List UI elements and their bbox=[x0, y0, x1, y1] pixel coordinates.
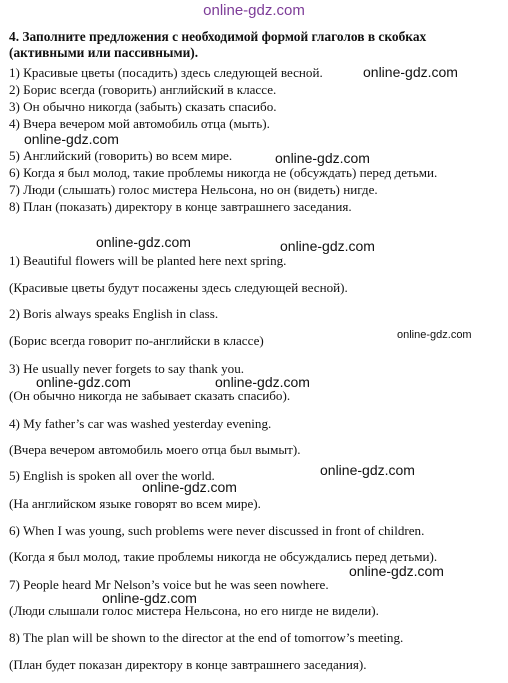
task-item: 8) План (показать) директору в конце завтрашнего заседания. bbox=[9, 199, 352, 214]
task-item: 4) Вчера вечером мой автомобиль отца (мыть). bbox=[9, 116, 270, 131]
site-logo: online-gdz.com bbox=[203, 2, 305, 19]
watermark: online-gdz.com bbox=[96, 234, 191, 250]
exercise-title-line-2: (активными или пассивными). bbox=[9, 45, 199, 60]
answer-english: 2) Boris always speaks English in class. bbox=[9, 306, 219, 321]
site-header bbox=[0, 0, 508, 22]
answer-english: 1) Beautiful flowers will be planted here next spring. bbox=[9, 253, 287, 268]
watermark: online-gdz.com bbox=[363, 64, 458, 80]
watermark: online-gdz.com bbox=[275, 150, 370, 166]
task-item: 1) Красивые цветы (посадить) здесь следующей весной. bbox=[9, 65, 323, 80]
answer-english: 7) People heard Mr Nelson’s voice but he was seen nowhere. bbox=[9, 577, 329, 592]
answer-russian: (Борис всегда говорит по-английски в классе) bbox=[9, 333, 264, 348]
task-item: 5) Английский (говорить) во всем мире. bbox=[9, 148, 233, 163]
watermark: online-gdz.com bbox=[349, 563, 444, 579]
answer-english: 4) My father’s car was washed yesterday evening. bbox=[9, 416, 272, 431]
answer-english: 3) He usually never forgets to say thank you. bbox=[9, 361, 245, 376]
watermark: online-gdz.com bbox=[36, 374, 131, 390]
watermark: online-gdz.com bbox=[142, 479, 237, 495]
watermark: online-gdz.com bbox=[280, 238, 375, 254]
watermark: online-gdz.com bbox=[320, 462, 415, 478]
answer-english: 6) When I was young, such problems were never discussed in front of children. bbox=[9, 523, 425, 538]
answer-russian: (Красивые цветы будут посажены здесь следующей весной). bbox=[9, 280, 348, 295]
answer-russian: (Когда я был молод, такие проблемы никогда не обсуждались перед детьми). bbox=[9, 549, 438, 564]
watermark: online-gdz.com bbox=[102, 590, 197, 606]
answer-russian: (Вчера вечером автомобиль моего отца был вымыт). bbox=[9, 442, 301, 457]
watermark: online-gdz.com bbox=[397, 329, 472, 341]
task-item: 7) Люди (слышать) голос мистера Нельсона, но он (видеть) нигде. bbox=[9, 182, 378, 197]
answer-russian: (Он обычно никогда не забывает сказать спасибо). bbox=[9, 388, 291, 403]
task-item: 3) Он обычно никогда (забыть) сказать спасибо. bbox=[9, 99, 277, 114]
task-item: 6) Когда я был молод, такие проблемы никогда не (обсуждать) перед детьми. bbox=[9, 165, 438, 180]
task-item: 2) Борис всегда (говорить) английский в классе. bbox=[9, 82, 277, 97]
answer-russian: (План будет показан директору в конце завтрашнего заседания). bbox=[9, 657, 367, 672]
answer-english: 8) The plan will be shown to the director at the end of tomorrow’s meeting. bbox=[9, 630, 404, 645]
watermark: online-gdz.com bbox=[24, 131, 119, 147]
answer-english: 5) English is spoken all over the world. bbox=[9, 468, 215, 483]
exercise-title-line-1: 4. Заполните предложения с необходимой формой глаголов в скобках bbox=[9, 29, 427, 44]
watermark: online-gdz.com bbox=[215, 374, 310, 390]
answer-russian: (Люди слышали голос мистера Нельсона, но его нигде не видели). bbox=[9, 603, 379, 618]
answer-russian: (На английском языке говорят во всем мире). bbox=[9, 496, 261, 511]
